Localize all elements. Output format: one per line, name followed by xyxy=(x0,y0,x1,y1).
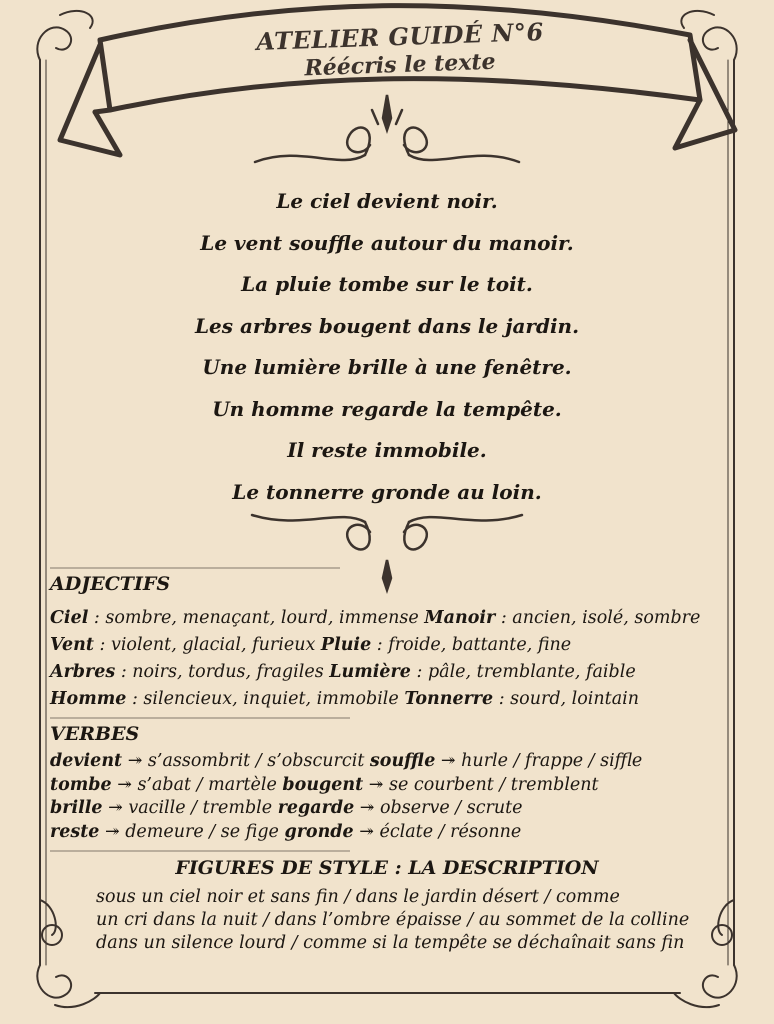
page-title: ATELIER GUIDÉ N°6 xyxy=(255,16,545,57)
definition: : froide, battante, fine xyxy=(371,635,572,655)
sentence: Le vent souffle autour du manoir. xyxy=(200,230,574,255)
term: Manoir xyxy=(424,608,496,628)
definition: : sourd, lointain xyxy=(493,689,639,709)
list-item xyxy=(50,605,750,632)
term: souffle xyxy=(369,751,436,771)
term: Ciel xyxy=(50,608,89,628)
list-item xyxy=(50,750,750,774)
definition: : sombre, menaçant, lourd, immense xyxy=(88,608,425,628)
adjectifs-heading: ADJECTIFS xyxy=(50,573,171,595)
synonyms: ↠ s’abat / martèle xyxy=(111,774,283,795)
list-item xyxy=(50,774,750,798)
sentence: Il reste immobile. xyxy=(287,438,487,462)
term: gronde xyxy=(284,821,354,842)
term: Lumière xyxy=(329,662,411,682)
synonyms: ↠ éclate / résonne xyxy=(353,821,522,842)
list-item: sous un ciel noir et sans fin / dans le jardin désert / comme xyxy=(96,887,620,907)
term: Pluie xyxy=(320,635,372,655)
sentence: Une lumière brille à une fenêtre. xyxy=(202,355,572,379)
list-item: un cri dans la nuit / dans l’ombre épaisse / au sommet de la colline xyxy=(96,910,690,930)
definition: : ancien, isolé, sombre xyxy=(495,608,701,628)
synonyms: ↠ observe / scrute xyxy=(354,798,523,818)
sentence: Le ciel devient noir. xyxy=(276,189,498,213)
synonyms: ↠ se courbent / tremblent xyxy=(363,774,599,795)
figures-list xyxy=(96,886,716,955)
list-item xyxy=(50,659,750,686)
sentence: Les arbres bougent dans le jardin. xyxy=(194,313,580,338)
verbes-list xyxy=(50,750,750,844)
synonyms: ↠ vacille / tremble xyxy=(102,798,278,818)
term: reste xyxy=(50,821,100,842)
term: tombe xyxy=(50,774,112,795)
list-item: dans un silence lourd / comme si la tempête se déchaînait sans fin xyxy=(96,933,685,953)
term: Arbres xyxy=(50,662,116,682)
term: Vent xyxy=(50,635,94,655)
adjectifs-list xyxy=(50,605,750,713)
synonyms: ↠ demeure / se fige xyxy=(99,821,285,842)
sentence: Le tonnerre gronde au loin. xyxy=(232,479,542,504)
term: brille xyxy=(50,798,103,818)
term: devient xyxy=(50,751,123,771)
synonyms: ↠ s’assombrit / s’obscurcit xyxy=(122,751,370,771)
verbes-heading: VERBES xyxy=(50,723,140,745)
definition: : noirs, tordus, fragiles xyxy=(115,662,330,682)
list-item xyxy=(50,821,750,845)
sentence: Un homme regarde la tempête. xyxy=(212,396,562,421)
sentence: La pluie tombe sur le toit. xyxy=(241,272,533,296)
definition: : silencieux, inquiet, immobile xyxy=(126,689,405,709)
term: bougent xyxy=(282,774,364,795)
synonyms: ↠ hurle / frappe / siffle xyxy=(435,751,643,771)
list-item xyxy=(50,797,750,821)
definition: : pâle, tremblante, faible xyxy=(410,662,636,682)
term: regarde xyxy=(277,798,355,818)
figures-heading: FIGURES DE STYLE : LA DESCRIPTION xyxy=(175,857,599,879)
list-item xyxy=(50,632,750,659)
sentence-list xyxy=(0,181,774,513)
page-subtitle: Réécris le texte xyxy=(304,48,496,82)
definition: : violent, glacial, furieux xyxy=(93,635,321,655)
list-item xyxy=(50,686,750,713)
term: Tonnerre xyxy=(404,689,494,709)
term: Homme xyxy=(50,689,127,709)
